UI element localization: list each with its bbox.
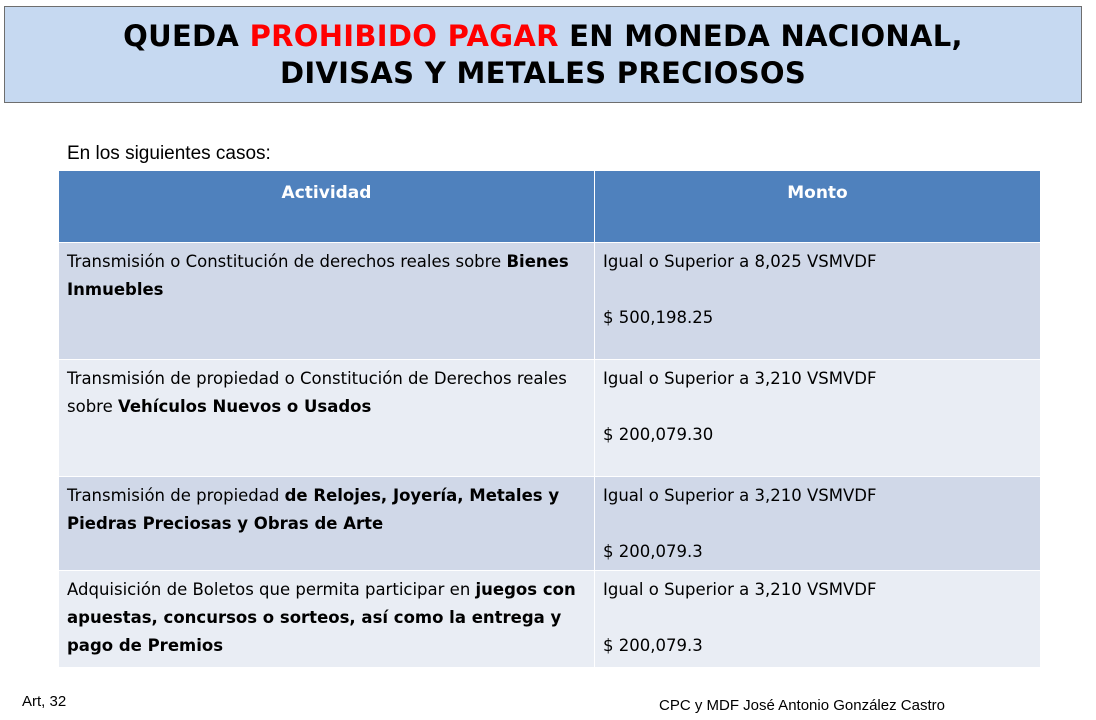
activity-cell — [59, 477, 595, 571]
amount-value: $ 200,079.3 — [603, 636, 703, 655]
amount-value: $ 200,079.30 — [603, 425, 714, 444]
article-reference: Art, 32 — [22, 693, 67, 710]
amount-cell — [595, 571, 1041, 668]
amount-cell — [595, 360, 1041, 477]
title-banner — [4, 6, 1082, 103]
amount-rule: Igual o Superior a 8,025 VSMVDF — [603, 252, 877, 271]
amount-cell — [595, 243, 1041, 360]
amount-value: $ 200,079.3 — [603, 542, 703, 561]
amount-rule: Igual o Superior a 3,210 VSMVDF — [603, 580, 877, 599]
activity-text: Adquisición de Boletos que permita participar en — [67, 580, 476, 599]
activity-text-bold: de Relojes, Joyería, Metales y Piedras Preciosas y Obras de Arte — [67, 486, 560, 533]
activity-text: Transmisión de propiedad — [67, 486, 285, 505]
table-row — [59, 360, 1041, 477]
activity-text: Transmisión de propiedad o Constitución de Derechos reales sobre — [67, 369, 567, 416]
amount-rule: Igual o Superior a 3,210 VSMVDF — [603, 369, 877, 388]
author-credit: CPC y MDF José Antonio González Castro — [659, 697, 945, 714]
title-highlight: PROHIBIDO PAGAR — [249, 18, 559, 53]
header-monto: Monto — [595, 171, 1041, 243]
amount-value: $ 500,198.25 — [603, 308, 714, 327]
title-line-2: DIVISAS Y METALES PRECIOSOS — [279, 55, 807, 90]
title-line-1 — [123, 18, 963, 55]
amount-cell — [595, 477, 1041, 571]
activity-cell — [59, 360, 595, 477]
table-row — [59, 243, 1041, 360]
table-header-row — [59, 171, 1041, 243]
activity-cell — [59, 243, 595, 360]
activity-text: Transmisión o Constitución de derechos reales sobre — [67, 252, 507, 271]
table-row — [59, 477, 1041, 571]
activity-cell — [59, 571, 595, 668]
intro-text: En los siguientes casos: — [67, 143, 271, 164]
activity-text-bold: Bienes Inmuebles — [67, 252, 569, 299]
activity-text-bold: Vehículos Nuevos o Usados — [117, 397, 372, 416]
activity-text-bold: juegos con apuestas, concursos o sorteos, así como la entrega y pago de Premios — [67, 580, 576, 655]
header-actividad: Actividad — [59, 171, 595, 243]
title-post: EN MONEDA NACIONAL, — [558, 18, 963, 53]
table-row — [59, 571, 1041, 668]
amount-rule: Igual o Superior a 3,210 VSMVDF — [603, 486, 877, 505]
title-pre: QUEDA — [123, 18, 250, 53]
rules-table — [58, 170, 1041, 668]
